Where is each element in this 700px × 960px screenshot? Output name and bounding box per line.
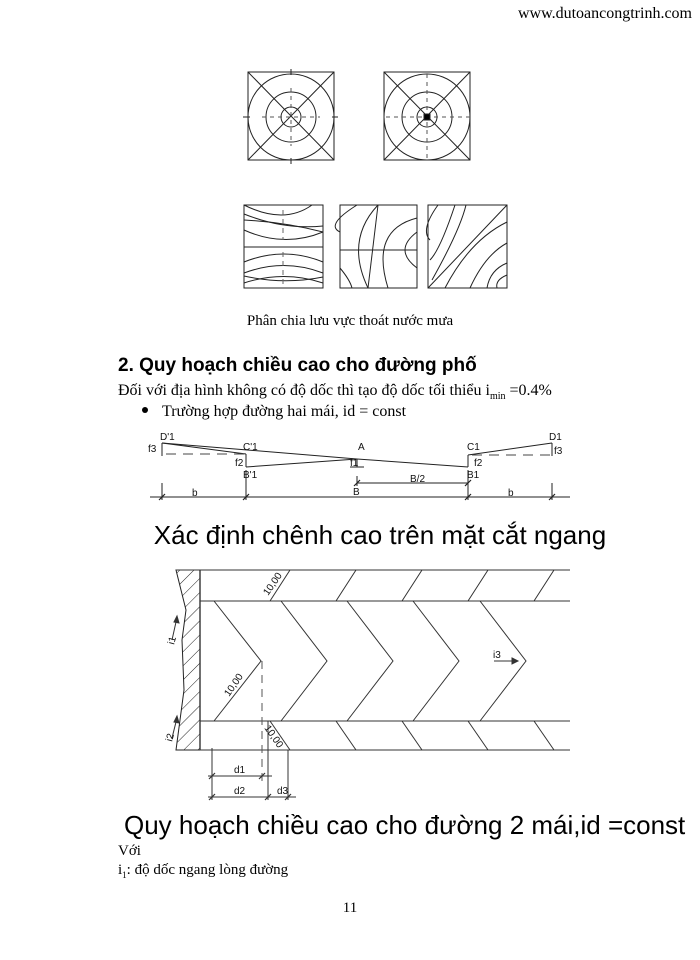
- cross-section-diagram: [0, 425, 700, 520]
- basin-diagram-1: [243, 69, 338, 164]
- contour-label-top: 10,00: [261, 570, 285, 598]
- basin-diagram-4: [335, 205, 417, 288]
- page-number: 11: [342, 900, 358, 916]
- drainage-basin-figure: [0, 0, 700, 310]
- dim-label-d3: d3: [277, 786, 289, 797]
- section-title: 2. Quy hoạch chiều cao cho đường phố: [118, 355, 477, 376]
- label-b-left: b: [192, 488, 198, 499]
- cross-section-title: Xác định chênh cao trên mặt cắt ngang: [153, 520, 607, 550]
- i1-symbol: i: [118, 862, 123, 878]
- bullet-icon: [142, 407, 148, 413]
- label-b: B: [353, 487, 360, 498]
- label-c1: C1: [467, 442, 480, 453]
- label-half-b: B/2: [410, 474, 426, 485]
- label-f3-right: f3: [554, 446, 563, 457]
- label-f2-left: f2: [235, 458, 244, 469]
- dim-label-d1: d1: [234, 765, 246, 776]
- plan-view-diagram: [0, 560, 700, 805]
- paragraph-text: Đối với địa hình không có độ dốc thì tạo độ dốc tối thiểu i: [118, 382, 490, 399]
- label-b-right: b: [508, 488, 514, 499]
- label-a: A: [358, 442, 365, 453]
- i1-subscript: 1: [122, 870, 127, 880]
- dim-label-d2: d2: [234, 786, 246, 797]
- subscript-min: min: [489, 391, 506, 403]
- slope-label-i2: i2: [164, 732, 177, 743]
- label-d1: D1: [549, 432, 562, 443]
- paragraph-value: =0.4%: [505, 382, 552, 399]
- label-b-prime-1: B'1: [243, 470, 258, 481]
- basin-diagram-5: [426, 205, 507, 288]
- slope-label-i1: i1: [166, 635, 179, 646]
- site-url: www.dutoancongtrinh.com: [517, 5, 692, 22]
- basin-diagram-3: [244, 205, 323, 288]
- slope-label-i3: i3: [493, 650, 501, 661]
- bullet-text: Trường hợp đường hai mái, id = const: [162, 403, 407, 420]
- paragraph-min-slope: [118, 382, 552, 402]
- contour-label-bottom: 10,00: [261, 723, 285, 751]
- figure-caption: Phân chia lưu vực thoát nước mưa: [246, 313, 454, 329]
- with-label: Với: [118, 843, 141, 859]
- label-b1: B1: [467, 470, 480, 481]
- label-c-prime-1: C'1: [243, 442, 258, 453]
- label-f1: f1: [350, 458, 359, 469]
- label-f2-right: f2: [474, 458, 483, 469]
- label-d-prime-1: D'1: [160, 432, 175, 443]
- basin-diagram-2: [384, 72, 470, 160]
- label-f3-left: f3: [148, 444, 157, 455]
- i1-text: : độ dốc ngang lòng đường: [126, 862, 289, 878]
- bullet-item: [142, 403, 406, 421]
- plan-title: Quy hoạch chiều cao cho đường 2 mái,id =const: [124, 810, 686, 840]
- contour-label-mid: 10,00: [222, 671, 246, 699]
- definition-i1: [118, 862, 288, 880]
